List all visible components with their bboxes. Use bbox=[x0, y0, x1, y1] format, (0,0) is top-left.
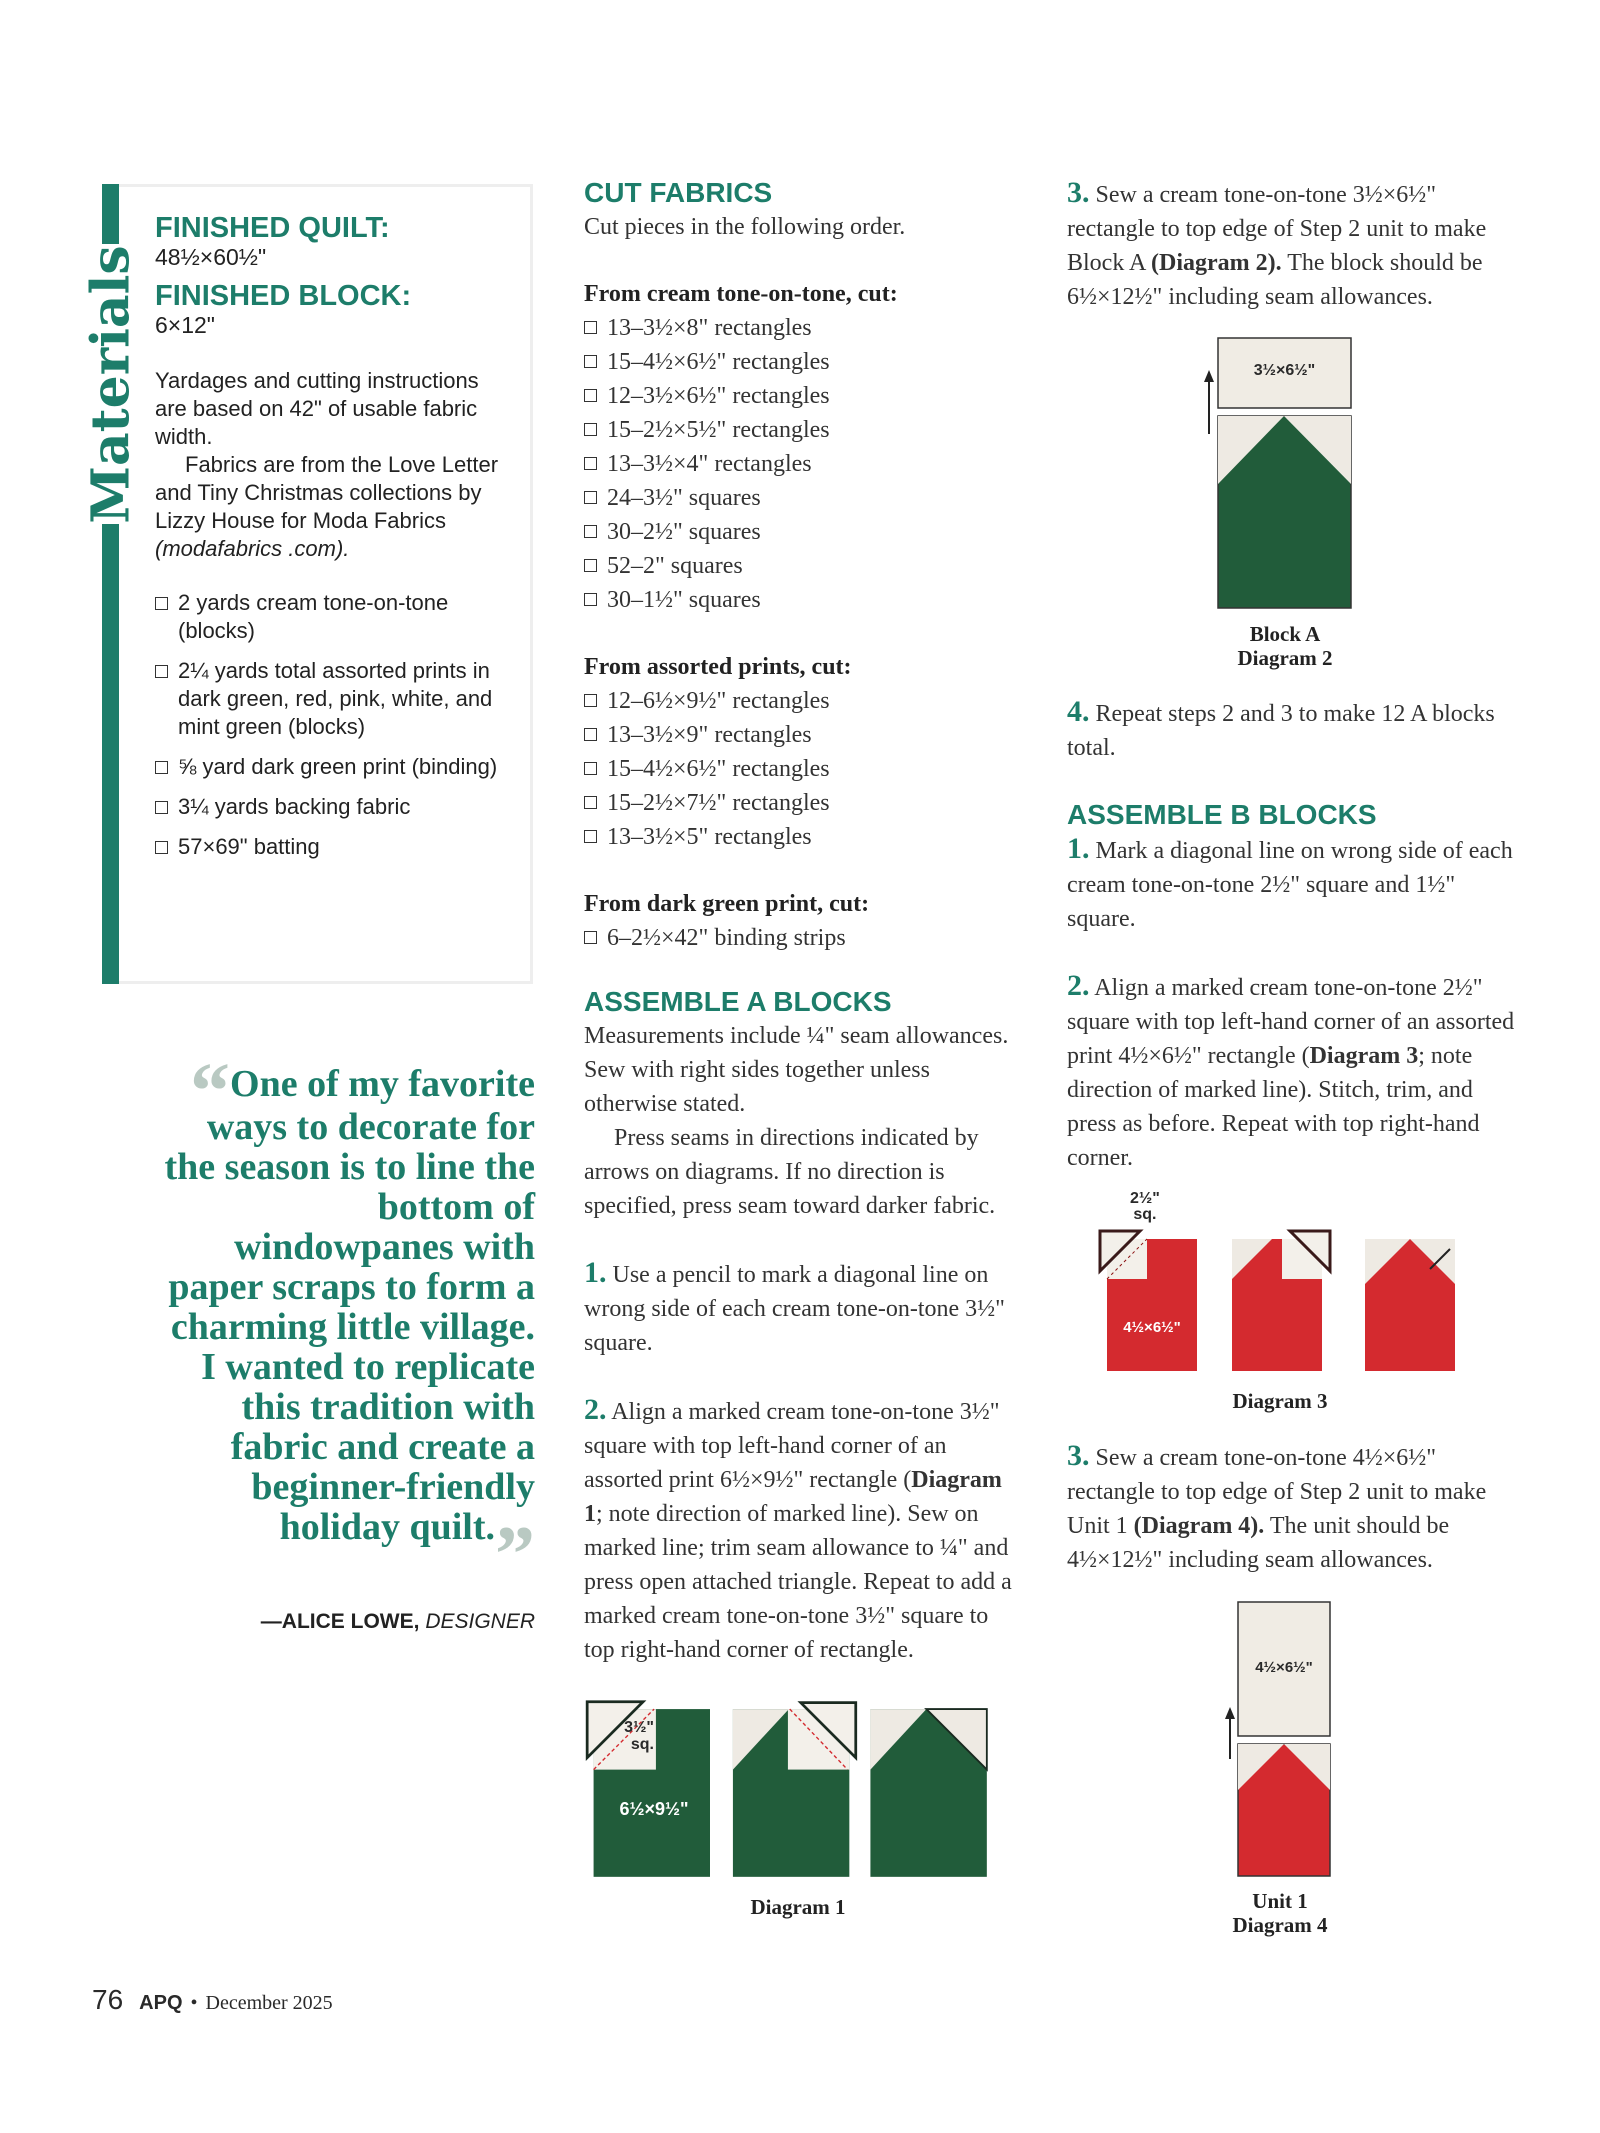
diagram-4: 4½×6½" Unit 1 Diagram 4 bbox=[1220, 1599, 1340, 1944]
step-a3: 3. Sew a cream tone-on-tone 3½×6½" rectangle to top edge of Step 2 unit to make Block A (Diagram 2). The block should be 6½×12½" including seam allowances. bbox=[1067, 176, 1487, 310]
checkbox-icon[interactable] bbox=[584, 423, 597, 436]
open-quote-icon: “ bbox=[190, 1048, 231, 1136]
checkbox-icon[interactable] bbox=[155, 761, 168, 774]
cut-list-item[interactable]: 24–3½" squares bbox=[584, 481, 1024, 515]
diagram-3-caption: Diagram 3 bbox=[1232, 1389, 1328, 1413]
cut-list-item[interactable]: 13–3½×4" rectangles bbox=[584, 447, 1024, 481]
cut-list-item[interactable]: 13–3½×5" rectangles bbox=[584, 820, 1024, 854]
materials-tab-bar bbox=[76, 184, 142, 984]
diagram-3: 2½" sq. 4½×6½" Diagram 3 bbox=[1090, 1189, 1470, 1425]
column-1 bbox=[76, 176, 536, 1634]
diagram-1-caption: Diagram 1 bbox=[750, 1895, 846, 1919]
checkbox-icon[interactable] bbox=[584, 796, 597, 809]
cut-list-item[interactable]: 13–3½×9" rectangles bbox=[584, 718, 1024, 752]
cut-list-item[interactable]: 15–2½×7½" rectangles bbox=[584, 786, 1024, 820]
checkbox-icon[interactable] bbox=[584, 355, 597, 368]
step-b3: 3. Sew a cream tone-on-tone 4½×6½" rectangle to top edge of Step 2 unit to make Unit 1 (Diagram 4). The unit should be 4½×12½" including seam allowances. bbox=[1067, 1439, 1487, 1573]
cut-list-green bbox=[584, 921, 1024, 955]
materials-block bbox=[76, 184, 536, 984]
cut-list-item[interactable]: 15–4½×6½" rectangles bbox=[584, 752, 1024, 786]
assemble-a-section: ASSEMBLE A BLOCKS Measurements include ¼" seam allowances. Sew with right sides together unless otherwise stated. Press seams in directions indicated by arrows on diagrams. If no direction is specified, press seam toward darker fabric. 1. Use a pencil to mark a diagonal line on wrong side of each cream tone-on-tone 3½" square. 2. Align a marked cream tone-on-tone 3½" square with top left-hand corner of an assorted print 6½×9½" rectangle (Diagram 1; note direction of marked line). Sew on marked line; trim seam allowance to ¼" and press open attached triangle. Repeat to add a marked cream tone-on-tone 3½" square to top right-hand corner of rectangle. bbox=[584, 985, 1024, 1667]
checkbox-icon[interactable] bbox=[155, 665, 168, 678]
checkbox-icon[interactable] bbox=[584, 321, 597, 334]
checkbox-icon[interactable] bbox=[584, 728, 597, 741]
cut-list-item[interactable]: 52–2" squares bbox=[584, 549, 1024, 583]
page-number: 76 bbox=[92, 1984, 124, 2015]
checkbox-icon[interactable] bbox=[584, 491, 597, 504]
cut-list-item[interactable]: 30–2½" squares bbox=[584, 515, 1024, 549]
cut-list-item[interactable]: 6–2½×42" binding strips bbox=[584, 921, 1024, 955]
checkbox-icon[interactable] bbox=[584, 830, 597, 843]
cut-list-item[interactable]: 12–6½×9½" rectangles bbox=[584, 684, 1024, 718]
diagram-1: 3½" sq. 6½×9½" Diagram 1 bbox=[578, 1687, 1018, 1927]
column-3 bbox=[1067, 176, 1517, 1944]
checkbox-icon[interactable] bbox=[584, 389, 597, 402]
step-a2: 2. Align a marked cream tone-on-tone 3½" square with top left-hand corner of an assorted print 6½×9½" rectangle (Diagram 1; note direction of marked line). Sew on marked line; trim seam allowance to ¼" and press open attached triangle. Repeat to add a marked cream tone-on-tone 3½" square to top right-hand corner of rectangle. bbox=[584, 1393, 1012, 1663]
materials-item[interactable]: 3¼ yards backing fabric bbox=[155, 793, 510, 821]
quote-attribution: —ALICE LOWE, DESIGNER bbox=[260, 1610, 535, 1633]
checkbox-icon[interactable] bbox=[584, 762, 597, 775]
cut-fabrics-title: CUT FABRICS bbox=[584, 177, 773, 208]
materials-item[interactable]: 2 yards cream tone-on-tone (blocks) bbox=[155, 589, 510, 645]
cut-list-item[interactable]: 30–1½" squares bbox=[584, 583, 1024, 617]
checkbox-icon[interactable] bbox=[155, 841, 168, 854]
step-a4: 4. Repeat steps 2 and 3 to make 12 A blocks total. bbox=[1067, 695, 1495, 761]
assemble-b-title: ASSEMBLE B BLOCKS bbox=[1067, 799, 1377, 830]
cut-list-prints bbox=[584, 684, 1024, 854]
checkbox-icon[interactable] bbox=[155, 597, 168, 610]
materials-list bbox=[155, 589, 510, 861]
materials-tab-label: Materials bbox=[76, 244, 146, 524]
finished-quilt-value: 48½×60½" bbox=[155, 244, 267, 270]
cut-list-item[interactable]: 15–4½×6½" rectangles bbox=[584, 345, 1024, 379]
materials-note: Yardages and cutting instructions are based on 42" of usable fabric width. bbox=[155, 368, 479, 449]
checkbox-icon[interactable] bbox=[584, 694, 597, 707]
page-footer: 76 APQ • December 2025 bbox=[92, 1984, 333, 2015]
materials-item[interactable]: 2¼ yards total assorted prints in dark green, red, pink, white, and mint green (blocks) bbox=[155, 657, 510, 741]
step-b2: 2. Align a marked cream tone-on-tone 2½" square with top left-hand corner of an assorted print 4½×6½" rectangle (Diagram 3; note direction of marked line). Stitch, trim, and press as before. Repeat with top right-hand corner. bbox=[1067, 969, 1515, 1171]
close-quote-icon: ” bbox=[495, 1511, 535, 1599]
checkbox-icon[interactable] bbox=[584, 457, 597, 470]
materials-panel bbox=[119, 184, 533, 984]
checkbox-icon[interactable] bbox=[584, 931, 597, 944]
step-b1: 1. Mark a diagonal line on wrong side of each cream tone-on-tone 2½" square and 1½" square. bbox=[1067, 832, 1513, 932]
diagram-2: 3½×6½" Block A Diagram 2 bbox=[1200, 334, 1370, 679]
column-2 bbox=[584, 176, 1024, 1927]
finished-quilt-label: FINISHED QUILT: bbox=[155, 212, 390, 244]
cut-list-item[interactable]: 13–3½×8" rectangles bbox=[584, 311, 1024, 345]
fabric-link[interactable]: (modafabrics .com). bbox=[155, 536, 350, 561]
assemble-b-section bbox=[1067, 695, 1517, 1175]
checkbox-icon[interactable] bbox=[584, 559, 597, 572]
step-a1: 1. Use a pencil to mark a diagonal line on wrong side of each cream tone-on-tone 3½" square. bbox=[584, 1256, 1005, 1356]
checkbox-icon[interactable] bbox=[155, 801, 168, 814]
diagram-4-art bbox=[1220, 1599, 1340, 1879]
materials-item[interactable]: 57×69" batting bbox=[155, 833, 510, 861]
checkbox-icon[interactable] bbox=[584, 525, 597, 538]
finished-block-value: 6×12" bbox=[155, 312, 215, 338]
checkbox-icon[interactable] bbox=[584, 593, 597, 606]
cut-list-cream bbox=[584, 311, 1024, 617]
diagram-1-art bbox=[578, 1687, 1018, 1887]
cut-list-item[interactable]: 15–2½×5½" rectangles bbox=[584, 413, 1024, 447]
cut-fabrics-section: CUT FABRICS Cut pieces in the following order. From cream tone-on-tone, cut: 13–3½×8" rectangles 15–4½×6½" rectangles 12–3½×6½" rectangles 15–2½×5½" rectangles 13–3½×4" rectangles 24–3½" squares 30–2½" squares 52–2" squares 30–1½" squares From assorted prints, cut: 12–6½×9½" rectangles 13–3½×9" rectangles 15–4½×6½" rectangles 15–2½×7½" rectangles 13–3½×5" rectangles From dark green print, cut: 6–2½×42" binding strips bbox=[584, 176, 1024, 955]
finished-block-label: FINISHED BLOCK: bbox=[155, 280, 412, 312]
pull-quote: “One of my favorite ways to decorate for the season is to line the bottom of windowpanes with paper scraps to form a charming little village. I wanted to replicate this tradition with fabric and create a beginner-friendly holiday quilt.” bbox=[164, 1048, 535, 1599]
materials-note-fabrics: Fabrics are from the Love Letter and Tiny Christmas collections by Lizzy House for Moda Fabrics (modafabrics .com). bbox=[155, 452, 499, 561]
assemble-a-title: ASSEMBLE A BLOCKS bbox=[584, 986, 892, 1017]
cut-list-item[interactable]: 12–3½×6½" rectangles bbox=[584, 379, 1024, 413]
materials-item[interactable]: ⅝ yard dark green print (binding) bbox=[155, 753, 510, 781]
